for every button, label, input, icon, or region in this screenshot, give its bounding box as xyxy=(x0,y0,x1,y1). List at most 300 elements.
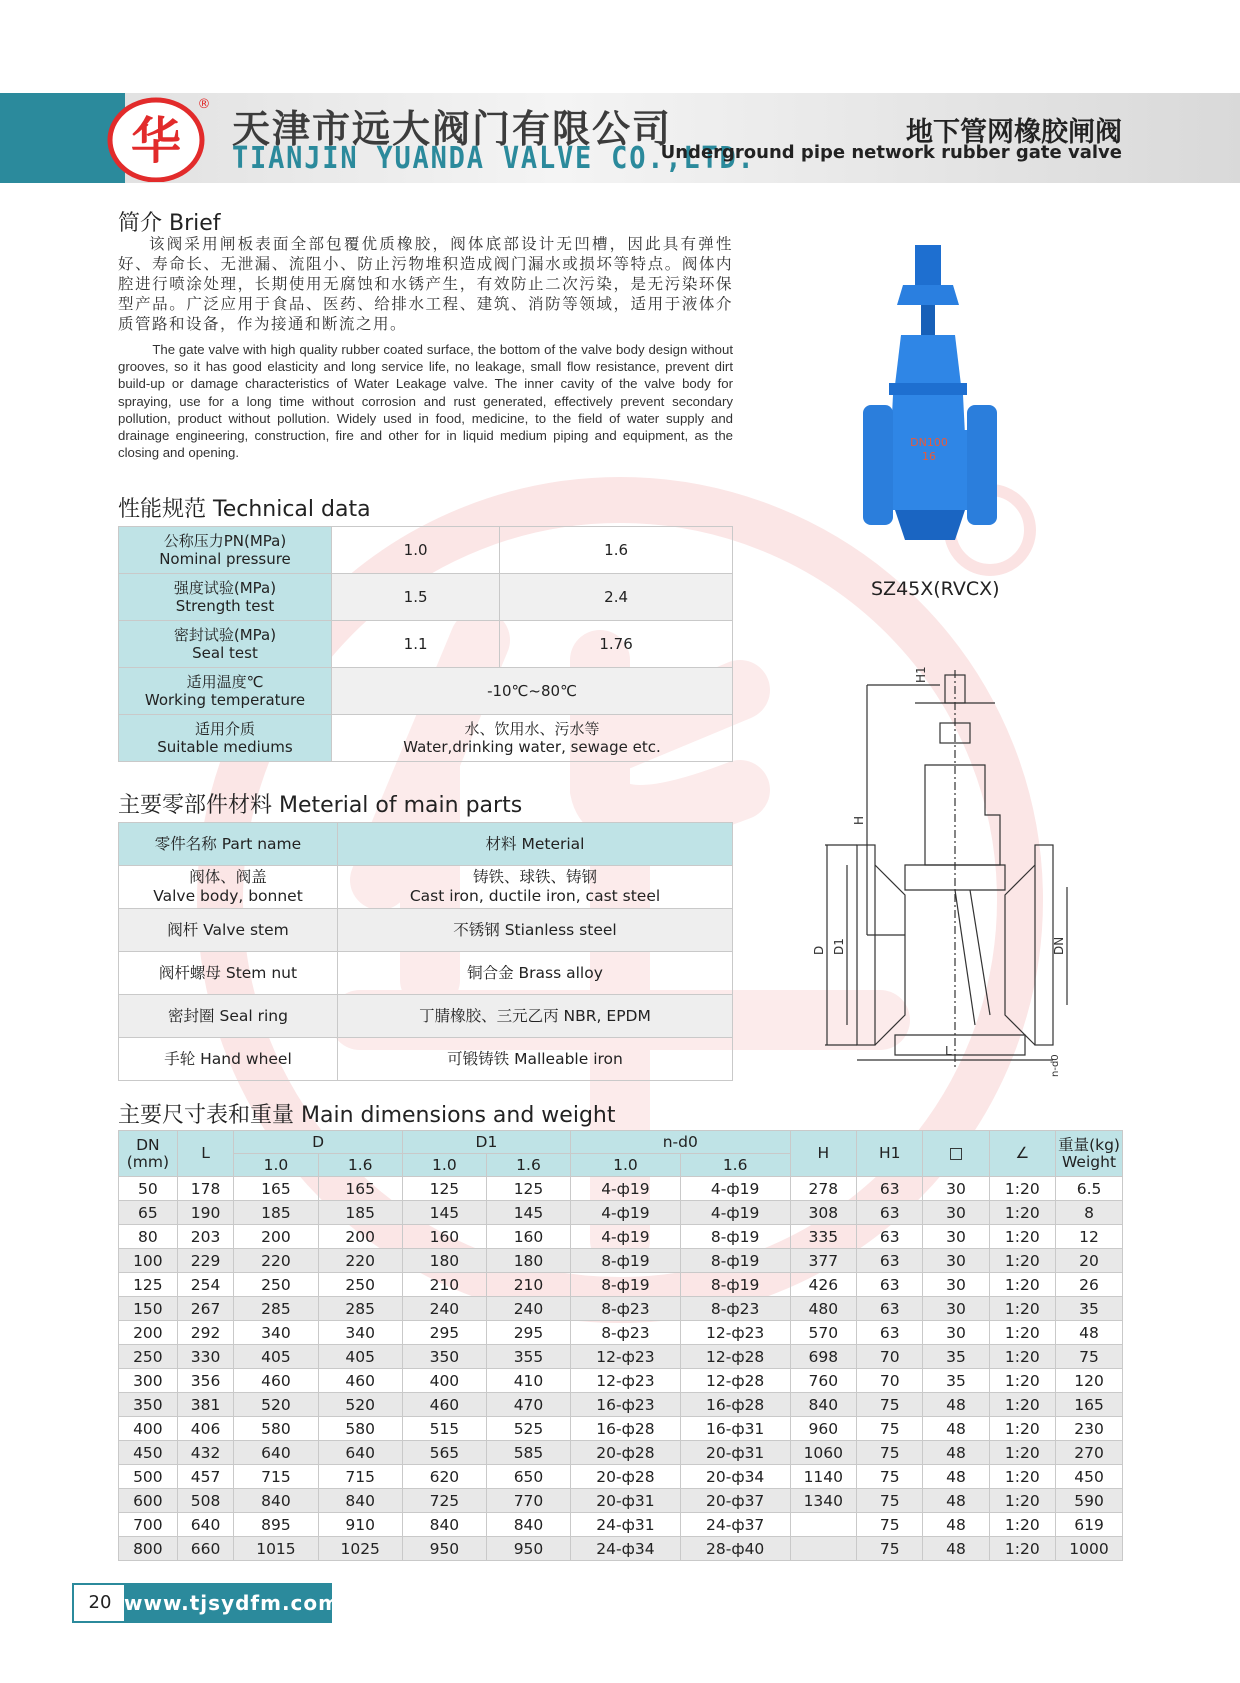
cell-h1: 75 xyxy=(857,1537,923,1561)
dimensions-header-row xyxy=(119,1131,1123,1154)
table-row xyxy=(119,1225,1123,1249)
cell-d1-16: 180 xyxy=(486,1249,570,1273)
technical-heading: 性能规范 Technical data xyxy=(118,497,371,522)
cell-d1-16: 210 xyxy=(486,1273,570,1297)
cell-angle: 1:20 xyxy=(989,1297,1055,1321)
cell-nd0-16: 4-ф19 xyxy=(680,1177,790,1201)
cell-h1: 70 xyxy=(857,1345,923,1369)
cell-d1-10: 515 xyxy=(402,1417,486,1441)
cell-h1: 63 xyxy=(857,1321,923,1345)
cell-angle: 1:20 xyxy=(989,1441,1055,1465)
svg-text:H1: H1 xyxy=(914,666,928,683)
svg-text:H: H xyxy=(852,815,866,825)
cell-l: 356 xyxy=(177,1369,234,1393)
cell-weight: 8 xyxy=(1056,1201,1123,1225)
cell-dn: 700 xyxy=(119,1513,178,1537)
cell-d1-16: 355 xyxy=(486,1345,570,1369)
cell-d1-16: 295 xyxy=(486,1321,570,1345)
cell-d-10: 185 xyxy=(234,1201,318,1225)
cell-l: 229 xyxy=(177,1249,234,1273)
cell-d1-10: 350 xyxy=(402,1345,486,1369)
cell-d1-16: 950 xyxy=(486,1537,570,1561)
cell-h1: 75 xyxy=(857,1417,923,1441)
cell-d-10: 200 xyxy=(234,1225,318,1249)
tech-label: 密封试验(MPa) Seal test xyxy=(119,621,332,668)
cell-square: 30 xyxy=(923,1177,989,1201)
cell-l: 267 xyxy=(177,1297,234,1321)
cell-dn: 50 xyxy=(119,1177,178,1201)
col-material: 材料 Meterial xyxy=(338,823,733,866)
cell-d-10: 285 xyxy=(234,1297,318,1321)
cell-square: 30 xyxy=(923,1273,989,1297)
cell-d-16: 285 xyxy=(318,1297,402,1321)
tech-label: 公称压力PN(MPa) Nominal pressure xyxy=(119,527,332,574)
technical-table xyxy=(118,526,733,762)
tech-row-nominal xyxy=(119,527,733,574)
part-name: 阀体、阀盖 Valve body, bonnet xyxy=(119,866,338,909)
tech-row-strength xyxy=(119,574,733,621)
cell-weight: 270 xyxy=(1056,1441,1123,1465)
cell-square: 48 xyxy=(923,1513,989,1537)
table-row xyxy=(119,1393,1123,1417)
cell-square: 30 xyxy=(923,1201,989,1225)
cell-d1-16: 145 xyxy=(486,1201,570,1225)
cell-nd0-16: 4-ф19 xyxy=(680,1201,790,1225)
cell-weight: 26 xyxy=(1056,1273,1123,1297)
cell-nd0-10: 8-ф19 xyxy=(571,1249,681,1273)
model-number: SZ45X(RVCX) xyxy=(871,578,1000,600)
cell-nd0-10: 24-ф34 xyxy=(571,1537,681,1561)
cell-h: 1140 xyxy=(790,1465,857,1489)
cell-d-16: 460 xyxy=(318,1369,402,1393)
cell-d1-10: 950 xyxy=(402,1537,486,1561)
tech-row-seal xyxy=(119,621,733,668)
cell-dn: 500 xyxy=(119,1465,178,1489)
cell-l: 660 xyxy=(177,1537,234,1561)
cell-d1-10: 840 xyxy=(402,1513,486,1537)
cell-d-16: 200 xyxy=(318,1225,402,1249)
dimensions-table xyxy=(118,1130,1123,1561)
cell-square: 30 xyxy=(923,1225,989,1249)
cell-h1: 63 xyxy=(857,1273,923,1297)
cell-h: 426 xyxy=(790,1273,857,1297)
materials-row xyxy=(119,909,733,952)
cell-nd0-10: 20-ф31 xyxy=(571,1489,681,1513)
col-d1: D1 xyxy=(402,1131,570,1154)
valve-photo xyxy=(855,245,1015,550)
cell-d-10: 340 xyxy=(234,1321,318,1345)
cell-dn: 350 xyxy=(119,1393,178,1417)
cell-angle: 1:20 xyxy=(989,1201,1055,1225)
tech-value: 2.4 xyxy=(500,574,733,621)
materials-row xyxy=(119,995,733,1038)
cell-d1-10: 160 xyxy=(402,1225,486,1249)
cell-nd0-16: 20-ф34 xyxy=(680,1465,790,1489)
tech-value: 1.1 xyxy=(332,621,500,668)
valve-technical-drawing xyxy=(795,665,1080,1085)
cell-d-10: 580 xyxy=(234,1417,318,1441)
cell-h: 480 xyxy=(790,1297,857,1321)
table-row xyxy=(119,1465,1123,1489)
cell-d-10: 1015 xyxy=(234,1537,318,1561)
col-angle: ∠ xyxy=(989,1131,1055,1177)
table-row xyxy=(119,1537,1123,1561)
col-d1-16: 1.6 xyxy=(486,1154,570,1177)
cell-d-16: 715 xyxy=(318,1465,402,1489)
col-h: H xyxy=(790,1131,857,1177)
brief-heading: 简介 Brief xyxy=(118,211,221,236)
cell-d1-10: 145 xyxy=(402,1201,486,1225)
tech-label: 适用介质 Suitable mediums xyxy=(119,715,332,762)
svg-text:DN100: DN100 xyxy=(910,436,948,449)
tech-value: -10℃~80℃ xyxy=(332,668,733,715)
cell-l: 292 xyxy=(177,1321,234,1345)
svg-text:D: D xyxy=(812,945,826,955)
cell-nd0-16: 28-ф40 xyxy=(680,1537,790,1561)
cell-nd0-16: 20-ф31 xyxy=(680,1441,790,1465)
cell-weight: 165 xyxy=(1056,1393,1123,1417)
table-row xyxy=(119,1321,1123,1345)
cell-dn: 400 xyxy=(119,1417,178,1441)
cell-dn: 250 xyxy=(119,1345,178,1369)
cell-dn: 125 xyxy=(119,1273,178,1297)
cell-square: 48 xyxy=(923,1393,989,1417)
col-dn: DN (mm) xyxy=(119,1131,178,1177)
cell-nd0-10: 20-ф28 xyxy=(571,1465,681,1489)
cell-nd0-16: 8-ф19 xyxy=(680,1249,790,1273)
cell-dn: 450 xyxy=(119,1441,178,1465)
cell-weight: 35 xyxy=(1056,1297,1123,1321)
tech-value: 1.6 xyxy=(500,527,733,574)
cell-dn: 80 xyxy=(119,1225,178,1249)
cell-d-10: 250 xyxy=(234,1273,318,1297)
col-nd0-10: 1.0 xyxy=(571,1154,681,1177)
svg-text:DN: DN xyxy=(1052,936,1066,955)
cell-d-16: 640 xyxy=(318,1441,402,1465)
svg-text:D1: D1 xyxy=(832,938,846,955)
part-name: 阀杆螺母 Stem nut xyxy=(119,952,338,995)
dimensions-heading: 主要尺寸表和重量 Main dimensions and weight xyxy=(118,1103,616,1128)
table-row xyxy=(119,1513,1123,1537)
cell-d-16: 840 xyxy=(318,1489,402,1513)
cell-h1: 63 xyxy=(857,1249,923,1273)
cell-d1-16: 840 xyxy=(486,1513,570,1537)
table-row xyxy=(119,1297,1123,1321)
cell-angle: 1:20 xyxy=(989,1249,1055,1273)
cell-h1: 63 xyxy=(857,1177,923,1201)
part-name: 密封圈 Seal ring xyxy=(119,995,338,1038)
company-name-en: TIANJIN YUANDA VALVE CO.,LTD. xyxy=(232,141,756,176)
table-row xyxy=(119,1177,1123,1201)
cell-d1-10: 620 xyxy=(402,1465,486,1489)
svg-text:16: 16 xyxy=(922,450,936,463)
col-part-name: 零件名称 Part name xyxy=(119,823,338,866)
cell-l: 381 xyxy=(177,1393,234,1417)
table-row xyxy=(119,1369,1123,1393)
materials-header xyxy=(119,823,733,866)
col-nd0-16: 1.6 xyxy=(680,1154,790,1177)
cell-h: 1060 xyxy=(790,1441,857,1465)
cell-d1-10: 125 xyxy=(402,1177,486,1201)
cell-nd0-10: 24-ф31 xyxy=(571,1513,681,1537)
product-title-en: Underground pipe network rubber gate valve xyxy=(660,142,1122,163)
cell-h1: 63 xyxy=(857,1201,923,1225)
tech-label: 强度试验(MPa) Strength test xyxy=(119,574,332,621)
cell-d-16: 910 xyxy=(318,1513,402,1537)
table-row xyxy=(119,1489,1123,1513)
cell-nd0-16: 8-ф19 xyxy=(680,1225,790,1249)
cell-d1-16: 585 xyxy=(486,1441,570,1465)
col-weight: 重量(kg) Weight xyxy=(1056,1131,1123,1177)
material: 铜合金 Brass alloy xyxy=(338,952,733,995)
col-d-10: 1.0 xyxy=(234,1154,318,1177)
materials-heading: 主要零部件材料 Meterial of main parts xyxy=(118,793,523,818)
cell-l: 508 xyxy=(177,1489,234,1513)
cell-nd0-16: 12-ф28 xyxy=(680,1345,790,1369)
cell-l: 203 xyxy=(177,1225,234,1249)
col-d: D xyxy=(234,1131,403,1154)
product-title-cn: 地下管网橡胶闸阀 xyxy=(906,117,1122,148)
cell-weight: 590 xyxy=(1056,1489,1123,1513)
tech-value: 1.5 xyxy=(332,574,500,621)
cell-square: 35 xyxy=(923,1369,989,1393)
tech-label: 适用温度℃ Working temperature xyxy=(119,668,332,715)
cell-d1-10: 725 xyxy=(402,1489,486,1513)
cell-h xyxy=(790,1513,857,1537)
col-l: L xyxy=(177,1131,234,1177)
tech-value: 水、饮用水、污水等 Water,drinking water, sewage etc. xyxy=(332,715,733,762)
cell-weight: 48 xyxy=(1056,1321,1123,1345)
tech-value: 1.0 xyxy=(332,527,500,574)
tech-value: 1.76 xyxy=(500,621,733,668)
cell-d-10: 520 xyxy=(234,1393,318,1417)
tech-row-temperature xyxy=(119,668,733,715)
cell-d-10: 405 xyxy=(234,1345,318,1369)
cell-dn: 200 xyxy=(119,1321,178,1345)
cell-d-16: 185 xyxy=(318,1201,402,1225)
cell-d1-16: 470 xyxy=(486,1393,570,1417)
cell-angle: 1:20 xyxy=(989,1513,1055,1537)
cell-weight: 12 xyxy=(1056,1225,1123,1249)
cell-d-16: 405 xyxy=(318,1345,402,1369)
cell-nd0-10: 4-ф19 xyxy=(571,1201,681,1225)
svg-text:n-d0: n-d0 xyxy=(1050,1054,1061,1077)
cell-h: 960 xyxy=(790,1417,857,1441)
cell-square: 30 xyxy=(923,1249,989,1273)
cell-h1: 75 xyxy=(857,1489,923,1513)
materials-row xyxy=(119,952,733,995)
cell-nd0-16: 20-ф37 xyxy=(680,1489,790,1513)
cell-l: 190 xyxy=(177,1201,234,1225)
cell-d1-10: 180 xyxy=(402,1249,486,1273)
cell-l: 640 xyxy=(177,1513,234,1537)
cell-dn: 600 xyxy=(119,1489,178,1513)
cell-dn: 100 xyxy=(119,1249,178,1273)
cell-square: 48 xyxy=(923,1537,989,1561)
cell-l: 178 xyxy=(177,1177,234,1201)
material: 铸铁、球铁、铸钢 Cast iron, ductile iron, cast steel xyxy=(338,866,733,909)
col-nd0: n-d0 xyxy=(571,1131,790,1154)
cell-angle: 1:20 xyxy=(989,1225,1055,1249)
cell-dn: 300 xyxy=(119,1369,178,1393)
cell-dn: 65 xyxy=(119,1201,178,1225)
table-row xyxy=(119,1417,1123,1441)
cell-nd0-10: 4-ф19 xyxy=(571,1177,681,1201)
cell-l: 254 xyxy=(177,1273,234,1297)
svg-text:L: L xyxy=(945,1044,952,1058)
materials-row xyxy=(119,866,733,909)
cell-h1: 75 xyxy=(857,1465,923,1489)
cell-weight: 75 xyxy=(1056,1345,1123,1369)
cell-nd0-10: 12-ф23 xyxy=(571,1345,681,1369)
cell-d-10: 840 xyxy=(234,1489,318,1513)
cell-h: 760 xyxy=(790,1369,857,1393)
cell-angle: 1:20 xyxy=(989,1273,1055,1297)
cell-h: 840 xyxy=(790,1393,857,1417)
cell-square: 48 xyxy=(923,1489,989,1513)
cell-angle: 1:20 xyxy=(989,1369,1055,1393)
website-url[interactable]: www.tjsydfm.com xyxy=(124,1583,332,1623)
cell-nd0-10: 8-ф19 xyxy=(571,1273,681,1297)
cell-d-10: 165 xyxy=(234,1177,318,1201)
cell-h: 377 xyxy=(790,1249,857,1273)
cell-weight: 20 xyxy=(1056,1249,1123,1273)
cell-dn: 150 xyxy=(119,1297,178,1321)
cell-d1-16: 160 xyxy=(486,1225,570,1249)
col-d1-10: 1.0 xyxy=(402,1154,486,1177)
cell-h: 308 xyxy=(790,1201,857,1225)
cell-l: 457 xyxy=(177,1465,234,1489)
cell-d-10: 460 xyxy=(234,1369,318,1393)
col-square: □ xyxy=(923,1131,989,1177)
cell-nd0-10: 16-ф28 xyxy=(571,1417,681,1441)
cell-angle: 1:20 xyxy=(989,1177,1055,1201)
cell-square: 30 xyxy=(923,1297,989,1321)
table-row xyxy=(119,1441,1123,1465)
cell-l: 406 xyxy=(177,1417,234,1441)
material: 不锈钢 Stianless steel xyxy=(338,909,733,952)
svg-text:华: 华 xyxy=(131,112,181,170)
cell-square: 30 xyxy=(923,1321,989,1345)
cell-h1: 75 xyxy=(857,1441,923,1465)
cell-d1-10: 400 xyxy=(402,1369,486,1393)
cell-h1: 75 xyxy=(857,1513,923,1537)
cell-d1-16: 525 xyxy=(486,1417,570,1441)
cell-h1: 70 xyxy=(857,1369,923,1393)
part-name: 手轮 Hand wheel xyxy=(119,1038,338,1081)
cell-h: 278 xyxy=(790,1177,857,1201)
cell-d1-16: 770 xyxy=(486,1489,570,1513)
cell-nd0-16: 8-ф23 xyxy=(680,1297,790,1321)
cell-square: 48 xyxy=(923,1441,989,1465)
company-name-cn: 天津市远大阀门有限公司 xyxy=(232,107,673,151)
brief-text-cn: 该阀采用闸板表面全部包覆优质橡胶，阀体底部设计无凹槽，因此具有弹性好、寿命长、无泄漏、流阻小、防止污物堆积造成阀门漏水或损坏等特点。阀体内腔进行喷涂处理，长期使用无腐蚀和水锈产生，有效防止二次污染，是无污染环保型产品。广泛应用于食品、医药、给排水工程、建筑、消防等领域，适用于液体介质管路和设备，作为接通和断流之用。 xyxy=(118,235,733,333)
cell-d-10: 895 xyxy=(234,1513,318,1537)
cell-angle: 1:20 xyxy=(989,1465,1055,1489)
table-row xyxy=(119,1345,1123,1369)
company-logo xyxy=(104,94,212,182)
material: 丁腈橡胶、三元乙丙 NBR, EPDM xyxy=(338,995,733,1038)
material: 可锻铸铁 Malleable iron xyxy=(338,1038,733,1081)
cell-h1: 63 xyxy=(857,1297,923,1321)
cell-d1-10: 295 xyxy=(402,1321,486,1345)
cell-d-10: 640 xyxy=(234,1441,318,1465)
cell-d-16: 220 xyxy=(318,1249,402,1273)
cell-square: 35 xyxy=(923,1345,989,1369)
col-h1: H1 xyxy=(857,1131,923,1177)
tech-row-medium xyxy=(119,715,733,762)
cell-h: 1340 xyxy=(790,1489,857,1513)
cell-nd0-16: 16-ф31 xyxy=(680,1417,790,1441)
cell-weight: 619 xyxy=(1056,1513,1123,1537)
cell-weight: 450 xyxy=(1056,1465,1123,1489)
cell-d-10: 715 xyxy=(234,1465,318,1489)
cell-d1-16: 240 xyxy=(486,1297,570,1321)
cell-nd0-10: 8-ф23 xyxy=(571,1297,681,1321)
cell-l: 432 xyxy=(177,1441,234,1465)
cell-square: 48 xyxy=(923,1465,989,1489)
cell-d-16: 165 xyxy=(318,1177,402,1201)
cell-d1-10: 240 xyxy=(402,1297,486,1321)
cell-h: 698 xyxy=(790,1345,857,1369)
cell-d-10: 220 xyxy=(234,1249,318,1273)
cell-nd0-10: 8-ф23 xyxy=(571,1321,681,1345)
dimensions-body xyxy=(119,1177,1123,1561)
cell-d-16: 340 xyxy=(318,1321,402,1345)
col-d-16: 1.6 xyxy=(318,1154,402,1177)
cell-d1-16: 650 xyxy=(486,1465,570,1489)
cell-weight: 120 xyxy=(1056,1369,1123,1393)
cell-l: 330 xyxy=(177,1345,234,1369)
cell-weight: 6.5 xyxy=(1056,1177,1123,1201)
svg-text:®: ® xyxy=(197,97,211,112)
table-row xyxy=(119,1273,1123,1297)
brief-text-en: The gate valve with high quality rubber coated surface, the bottom of the valve body design without grooves, so it has good elasticity and long service life, no leakage, small flow resistance, prevent dirt build-up or damage characteristics of Water Leakage valve. The inner cavity of the valve body for spraying, use for a long time without corrosion and rust generated, effectively prevent secondary pollution, product without pollution. Widely used in food, medicine, to the field of water supply and drainage engineering, construction, fire and other for in liquid medium piping and equipment, as the closing and opening. xyxy=(118,342,733,461)
cell-dn: 800 xyxy=(119,1537,178,1561)
table-row xyxy=(119,1249,1123,1273)
cell-h1: 63 xyxy=(857,1225,923,1249)
cell-nd0-16: 12-ф23 xyxy=(680,1321,790,1345)
cell-d-16: 520 xyxy=(318,1393,402,1417)
cell-angle: 1:20 xyxy=(989,1393,1055,1417)
part-name: 阀杆 Valve stem xyxy=(119,909,338,952)
materials-table xyxy=(118,822,733,1081)
cell-angle: 1:20 xyxy=(989,1537,1055,1561)
cell-d-16: 1025 xyxy=(318,1537,402,1561)
page-number: 20 xyxy=(72,1583,128,1623)
cell-h: 570 xyxy=(790,1321,857,1345)
cell-square: 48 xyxy=(923,1417,989,1441)
cell-nd0-16: 24-ф37 xyxy=(680,1513,790,1537)
cell-angle: 1:20 xyxy=(989,1345,1055,1369)
cell-nd0-10: 16-ф23 xyxy=(571,1393,681,1417)
cell-angle: 1:20 xyxy=(989,1321,1055,1345)
cell-angle: 1:20 xyxy=(989,1417,1055,1441)
cell-nd0-10: 12-ф23 xyxy=(571,1369,681,1393)
cell-d1-16: 125 xyxy=(486,1177,570,1201)
cell-d-16: 250 xyxy=(318,1273,402,1297)
cell-h xyxy=(790,1537,857,1561)
cell-d1-16: 410 xyxy=(486,1369,570,1393)
cell-nd0-16: 8-ф19 xyxy=(680,1273,790,1297)
cell-h1: 75 xyxy=(857,1393,923,1417)
cell-d-16: 580 xyxy=(318,1417,402,1441)
cell-weight: 1000 xyxy=(1056,1537,1123,1561)
table-row xyxy=(119,1201,1123,1225)
materials-row xyxy=(119,1038,733,1081)
cell-d1-10: 210 xyxy=(402,1273,486,1297)
cell-nd0-16: 12-ф28 xyxy=(680,1369,790,1393)
